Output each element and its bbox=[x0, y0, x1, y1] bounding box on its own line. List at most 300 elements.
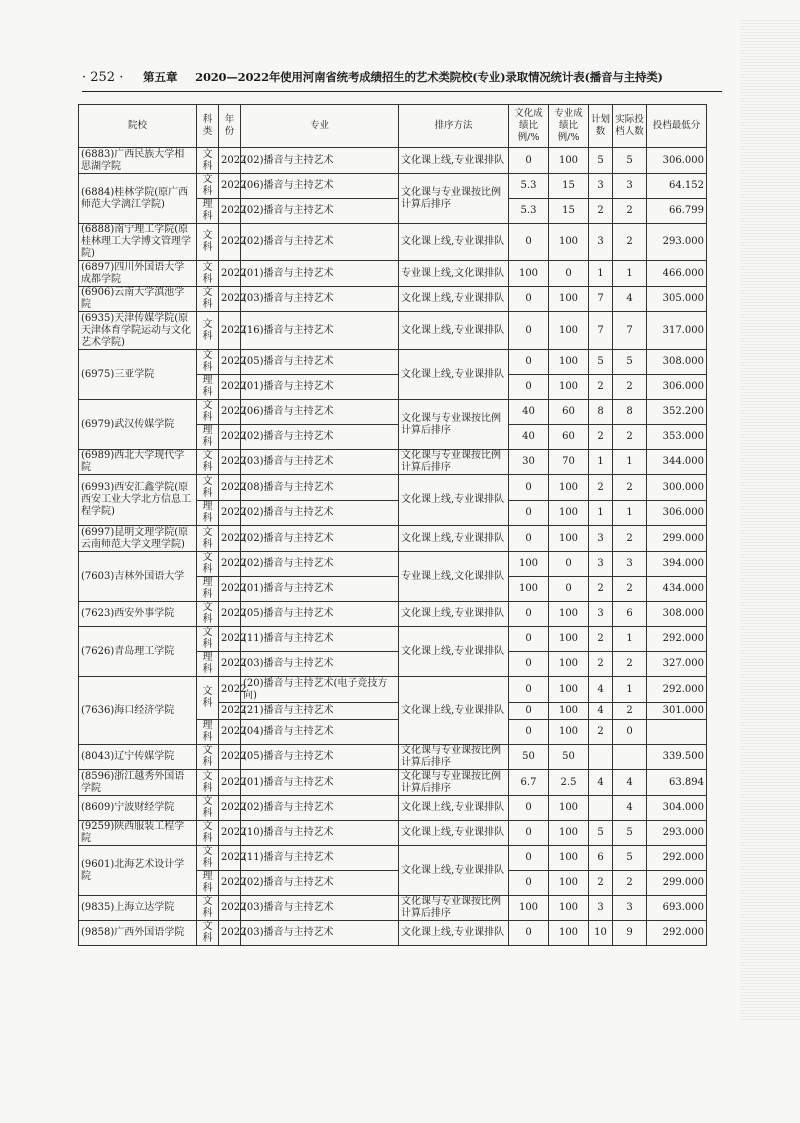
year-cell: 2022 bbox=[219, 846, 241, 871]
table-row bbox=[79, 312, 707, 350]
culture-ratio-cell: 100 bbox=[509, 896, 549, 921]
min-score-cell: 306.000 bbox=[647, 375, 707, 400]
min-score-cell: 308.000 bbox=[647, 602, 707, 627]
page-number: · 252 · bbox=[82, 70, 124, 85]
col-method: 排序方法 bbox=[399, 105, 509, 148]
major-cell: (10)播音与主持艺术 bbox=[241, 821, 399, 846]
major-cell: (02)播音与主持艺术 bbox=[241, 501, 399, 526]
actual-cell: 6 bbox=[613, 602, 647, 627]
school-cell: (9835)上海立达学院 bbox=[79, 896, 197, 921]
year-cell: 2022 bbox=[219, 577, 241, 602]
major-cell: (03)播音与主持艺术 bbox=[241, 287, 399, 312]
method-cell: 文化课上线,专业课排队 bbox=[399, 627, 509, 677]
year-cell: 2022 bbox=[219, 627, 241, 652]
method-cell: 专业课上线,文化课排队 bbox=[399, 552, 509, 602]
prof-ratio-cell: 100 bbox=[549, 921, 589, 946]
method-cell: 专业课上线,文化课排队 bbox=[399, 261, 509, 287]
school-cell: (6883)广西民族大学相思湖学院 bbox=[79, 148, 197, 174]
min-score-cell: 299.000 bbox=[647, 526, 707, 552]
table-row bbox=[79, 745, 707, 770]
table-row bbox=[79, 770, 707, 796]
min-score-cell: 63.894 bbox=[647, 770, 707, 796]
prof-ratio-cell: 100 bbox=[549, 821, 589, 846]
school-cell: (6993)西安汇鑫学院(原西安工业大学北方信息工程学院) bbox=[79, 475, 197, 526]
major-cell: (20)播音与主持艺术(电子竞技方向) bbox=[241, 677, 399, 703]
major-cell: (08)播音与主持艺术 bbox=[241, 475, 399, 501]
plan-cell: 2 bbox=[589, 652, 613, 677]
type-cell: 文科 bbox=[197, 627, 219, 652]
major-cell: (02)播音与主持艺术 bbox=[241, 199, 399, 224]
type-cell: 文科 bbox=[197, 821, 219, 846]
year-cell: 2022 bbox=[219, 552, 241, 577]
plan-cell: 3 bbox=[589, 552, 613, 577]
actual-cell: 1 bbox=[613, 501, 647, 526]
prof-ratio-cell: 60 bbox=[549, 400, 589, 425]
type-cell: 文科 bbox=[197, 287, 219, 312]
school-cell: (8043)辽宁传媒学院 bbox=[79, 745, 197, 770]
actual-cell: 3 bbox=[613, 174, 647, 199]
culture-ratio-cell: 5.3 bbox=[509, 174, 549, 199]
major-cell: (02)播音与主持艺术 bbox=[241, 224, 399, 261]
col-culture-ratio: 文化成绩比例/% bbox=[509, 105, 549, 148]
school-cell: (8609)宁波财经学院 bbox=[79, 796, 197, 821]
year-cell: 2022 bbox=[219, 199, 241, 224]
type-cell: 理科 bbox=[197, 375, 219, 400]
actual-cell bbox=[613, 745, 647, 770]
type-cell: 文科 bbox=[197, 224, 219, 261]
method-cell: 文化课与专业课按比例计算后排序 bbox=[399, 174, 509, 224]
method-cell: 文化课上线,专业课排队 bbox=[399, 677, 509, 745]
min-score-cell: 292.000 bbox=[647, 846, 707, 871]
plan-cell: 7 bbox=[589, 312, 613, 350]
culture-ratio-cell: 0 bbox=[509, 821, 549, 846]
type-cell: 理科 bbox=[197, 652, 219, 677]
culture-ratio-cell: 0 bbox=[509, 602, 549, 627]
min-score-cell: 306.000 bbox=[647, 501, 707, 526]
min-score-cell: 299.000 bbox=[647, 871, 707, 896]
year-cell: 2022 bbox=[219, 602, 241, 627]
prof-ratio-cell: 2.5 bbox=[549, 770, 589, 796]
major-cell: (05)播音与主持艺术 bbox=[241, 350, 399, 375]
plan-cell: 3 bbox=[589, 526, 613, 552]
page-header bbox=[82, 66, 722, 88]
actual-cell: 7 bbox=[613, 312, 647, 350]
table-row bbox=[79, 224, 707, 261]
year-cell: 2022 bbox=[219, 287, 241, 312]
actual-cell: 2 bbox=[613, 199, 647, 224]
culture-ratio-cell: 5.3 bbox=[509, 199, 549, 224]
culture-ratio-cell: 0 bbox=[509, 720, 549, 745]
school-cell: (6989)西北大学现代学院 bbox=[79, 450, 197, 475]
min-score-cell: 305.000 bbox=[647, 287, 707, 312]
method-cell: 文化课上线,专业课排队 bbox=[399, 602, 509, 627]
year-cell: 2022 bbox=[219, 475, 241, 501]
year-cell: 2022 bbox=[219, 501, 241, 526]
prof-ratio-cell: 70 bbox=[549, 450, 589, 475]
major-cell: (11)播音与主持艺术 bbox=[241, 627, 399, 652]
type-cell: 文科 bbox=[197, 450, 219, 475]
actual-cell: 2 bbox=[613, 224, 647, 261]
major-cell: (02)播音与主持艺术 bbox=[241, 148, 399, 174]
major-cell: (01)播音与主持艺术 bbox=[241, 375, 399, 400]
major-cell: (02)播音与主持艺术 bbox=[241, 425, 399, 450]
min-score-cell: 394.000 bbox=[647, 552, 707, 577]
culture-ratio-cell: 0 bbox=[509, 148, 549, 174]
school-cell: (9601)北海艺术设计学院 bbox=[79, 846, 197, 896]
prof-ratio-cell: 100 bbox=[549, 627, 589, 652]
actual-cell: 5 bbox=[613, 148, 647, 174]
year-cell: 2022 bbox=[219, 148, 241, 174]
type-cell: 文科 bbox=[197, 796, 219, 821]
min-score-cell: 306.000 bbox=[647, 148, 707, 174]
col-plan: 计划数 bbox=[589, 105, 613, 148]
major-cell: (21)播音与主持艺术 bbox=[241, 703, 399, 720]
major-cell: (03)播音与主持艺术 bbox=[241, 921, 399, 946]
prof-ratio-cell: 100 bbox=[549, 350, 589, 375]
table-row bbox=[79, 174, 707, 199]
method-cell: 文化课与专业课按比例计算后排序 bbox=[399, 896, 509, 921]
plan-cell: 3 bbox=[589, 174, 613, 199]
actual-cell: 2 bbox=[613, 703, 647, 720]
school-cell: (8596)浙江越秀外国语学院 bbox=[79, 770, 197, 796]
actual-cell: 5 bbox=[613, 846, 647, 871]
col-school: 院校 bbox=[79, 105, 197, 148]
min-score-cell: 466.000 bbox=[647, 261, 707, 287]
plan-cell: 3 bbox=[589, 896, 613, 921]
actual-cell: 2 bbox=[613, 526, 647, 552]
actual-cell: 8 bbox=[613, 400, 647, 425]
min-score-cell: 304.000 bbox=[647, 796, 707, 821]
culture-ratio-cell: 6.7 bbox=[509, 770, 549, 796]
year-cell: 2022 bbox=[219, 450, 241, 475]
type-cell: 文科 bbox=[197, 770, 219, 796]
actual-cell: 0 bbox=[613, 720, 647, 745]
major-cell: (03)播音与主持艺术 bbox=[241, 450, 399, 475]
prof-ratio-cell: 100 bbox=[549, 602, 589, 627]
year-cell: 2022 bbox=[219, 652, 241, 677]
type-cell: 文科 bbox=[197, 261, 219, 287]
type-cell: 文科 bbox=[197, 602, 219, 627]
prof-ratio-cell: 100 bbox=[549, 312, 589, 350]
min-score-cell: 352.200 bbox=[647, 400, 707, 425]
year-cell: 2022 bbox=[219, 174, 241, 199]
year-cell: 2022 bbox=[219, 425, 241, 450]
scan-noise-strip bbox=[740, 20, 800, 1020]
table-row bbox=[79, 552, 707, 577]
major-cell: (02)播音与主持艺术 bbox=[241, 871, 399, 896]
actual-cell: 1 bbox=[613, 627, 647, 652]
min-score-cell: 292.000 bbox=[647, 627, 707, 652]
culture-ratio-cell: 100 bbox=[509, 261, 549, 287]
table-row bbox=[79, 287, 707, 312]
major-cell: (11)播音与主持艺术 bbox=[241, 846, 399, 871]
type-cell: 理科 bbox=[197, 501, 219, 526]
plan-cell: 4 bbox=[589, 677, 613, 703]
method-cell: 文化课上线,专业课排队 bbox=[399, 224, 509, 261]
culture-ratio-cell: 0 bbox=[509, 871, 549, 896]
year-cell: 2022 bbox=[219, 821, 241, 846]
type-cell: 理科 bbox=[197, 577, 219, 602]
prof-ratio-cell: 0 bbox=[549, 552, 589, 577]
method-cell: 文化课与专业课按比例计算后排序 bbox=[399, 450, 509, 475]
actual-cell: 2 bbox=[613, 577, 647, 602]
actual-cell: 5 bbox=[613, 350, 647, 375]
school-cell: (7603)吉林外国语大学 bbox=[79, 552, 197, 602]
major-cell: (03)播音与主持艺术 bbox=[241, 896, 399, 921]
school-cell: (6888)南宁理工学院(原桂林理工大学博文管理学院) bbox=[79, 224, 197, 261]
culture-ratio-cell: 0 bbox=[509, 846, 549, 871]
plan-cell: 4 bbox=[589, 703, 613, 720]
plan-cell: 2 bbox=[589, 627, 613, 652]
type-cell: 文科 bbox=[197, 677, 219, 720]
major-cell: (01)播音与主持艺术 bbox=[241, 261, 399, 287]
type-cell: 文科 bbox=[197, 400, 219, 425]
year-cell: 2022 bbox=[219, 796, 241, 821]
type-cell: 理科 bbox=[197, 871, 219, 896]
actual-cell: 2 bbox=[613, 475, 647, 501]
culture-ratio-cell: 0 bbox=[509, 501, 549, 526]
actual-cell: 2 bbox=[613, 375, 647, 400]
culture-ratio-cell: 30 bbox=[509, 450, 549, 475]
table-row bbox=[79, 350, 707, 375]
school-cell: (7626)青岛理工学院 bbox=[79, 627, 197, 677]
page-title: 2020—2022年使用河南省统考成绩招生的艺术类院校(专业)录取情况统计表(播音与主持类) bbox=[195, 70, 663, 84]
school-cell: (6897)四川外国语大学成都学院 bbox=[79, 261, 197, 287]
table-body bbox=[79, 148, 707, 946]
year-cell: 2022 bbox=[219, 400, 241, 425]
prof-ratio-cell: 100 bbox=[549, 287, 589, 312]
min-score-cell: 301.000 bbox=[647, 703, 707, 720]
actual-cell: 9 bbox=[613, 921, 647, 946]
method-cell: 文化课上线,专业课排队 bbox=[399, 846, 509, 896]
header-rule bbox=[82, 91, 722, 92]
min-score-cell: 66.799 bbox=[647, 199, 707, 224]
prof-ratio-cell: 100 bbox=[549, 501, 589, 526]
table-row bbox=[79, 627, 707, 652]
prof-ratio-cell: 60 bbox=[549, 425, 589, 450]
type-cell: 文科 bbox=[197, 350, 219, 375]
min-score-cell bbox=[647, 720, 707, 745]
culture-ratio-cell: 0 bbox=[509, 703, 549, 720]
type-cell: 文科 bbox=[197, 174, 219, 199]
type-cell: 文科 bbox=[197, 148, 219, 174]
type-cell: 文科 bbox=[197, 552, 219, 577]
min-score-cell: 293.000 bbox=[647, 224, 707, 261]
min-score-cell: 434.000 bbox=[647, 577, 707, 602]
table-row bbox=[79, 400, 707, 425]
plan-cell: 2 bbox=[589, 871, 613, 896]
year-cell: 2022 bbox=[219, 896, 241, 921]
min-score-cell: 292.000 bbox=[647, 921, 707, 946]
prof-ratio-cell: 15 bbox=[549, 199, 589, 224]
col-prof-ratio: 专业成绩比例/% bbox=[549, 105, 589, 148]
culture-ratio-cell: 0 bbox=[509, 652, 549, 677]
min-score-cell: 317.000 bbox=[647, 312, 707, 350]
min-score-cell: 353.000 bbox=[647, 425, 707, 450]
actual-cell: 4 bbox=[613, 796, 647, 821]
method-cell: 文化课与专业课按比例计算后排序 bbox=[399, 770, 509, 796]
prof-ratio-cell: 50 bbox=[549, 745, 589, 770]
actual-cell: 3 bbox=[613, 552, 647, 577]
type-cell: 文科 bbox=[197, 921, 219, 946]
table-row bbox=[79, 796, 707, 821]
year-cell: 2022 bbox=[219, 921, 241, 946]
min-score-cell: 300.000 bbox=[647, 475, 707, 501]
plan-cell bbox=[589, 745, 613, 770]
major-cell: (05)播音与主持艺术 bbox=[241, 745, 399, 770]
method-cell: 文化课上线,专业课排队 bbox=[399, 475, 509, 526]
plan-cell bbox=[589, 796, 613, 821]
actual-cell: 5 bbox=[613, 821, 647, 846]
major-cell: (02)播音与主持艺术 bbox=[241, 796, 399, 821]
major-cell: (02)播音与主持艺术 bbox=[241, 526, 399, 552]
actual-cell: 2 bbox=[613, 425, 647, 450]
chapter-label: 第五章 bbox=[143, 70, 178, 84]
culture-ratio-cell: 0 bbox=[509, 921, 549, 946]
table-row bbox=[79, 821, 707, 846]
plan-cell: 5 bbox=[589, 350, 613, 375]
year-cell: 2022 bbox=[219, 745, 241, 770]
prof-ratio-cell: 100 bbox=[549, 475, 589, 501]
prof-ratio-cell: 0 bbox=[549, 577, 589, 602]
school-cell: (6906)云南大学滇池学院 bbox=[79, 287, 197, 312]
plan-cell: 5 bbox=[589, 821, 613, 846]
table-row bbox=[79, 602, 707, 627]
culture-ratio-cell: 0 bbox=[509, 350, 549, 375]
prof-ratio-cell: 100 bbox=[549, 224, 589, 261]
major-cell: (04)播音与主持艺术 bbox=[241, 720, 399, 745]
year-cell: 2022 bbox=[219, 677, 241, 703]
prof-ratio-cell: 0 bbox=[549, 261, 589, 287]
prof-ratio-cell: 100 bbox=[549, 652, 589, 677]
culture-ratio-cell: 0 bbox=[509, 475, 549, 501]
method-cell: 文化课上线,专业课排队 bbox=[399, 921, 509, 946]
prof-ratio-cell: 100 bbox=[549, 677, 589, 703]
type-cell: 文科 bbox=[197, 475, 219, 501]
plan-cell: 8 bbox=[589, 400, 613, 425]
table-row bbox=[79, 148, 707, 174]
min-score-cell: 327.000 bbox=[647, 652, 707, 677]
school-cell: (9858)广西外国语学院 bbox=[79, 921, 197, 946]
school-cell: (7623)西安外事学院 bbox=[79, 602, 197, 627]
plan-cell: 6 bbox=[589, 846, 613, 871]
culture-ratio-cell: 0 bbox=[509, 677, 549, 703]
major-cell: (01)播音与主持艺术 bbox=[241, 577, 399, 602]
method-cell: 文化课上线,专业课排队 bbox=[399, 796, 509, 821]
type-cell: 理科 bbox=[197, 425, 219, 450]
plan-cell: 2 bbox=[589, 577, 613, 602]
method-cell: 文化课与专业课按比例计算后排序 bbox=[399, 745, 509, 770]
table-row bbox=[79, 261, 707, 287]
culture-ratio-cell: 40 bbox=[509, 400, 549, 425]
culture-ratio-cell: 0 bbox=[509, 627, 549, 652]
actual-cell: 1 bbox=[613, 261, 647, 287]
min-score-cell: 292.000 bbox=[647, 677, 707, 703]
method-cell: 文化课上线,专业课排队 bbox=[399, 821, 509, 846]
culture-ratio-cell: 100 bbox=[509, 552, 549, 577]
year-cell: 2022 bbox=[219, 526, 241, 552]
actual-cell: 3 bbox=[613, 896, 647, 921]
plan-cell: 2 bbox=[589, 375, 613, 400]
plan-cell: 1 bbox=[589, 261, 613, 287]
school-cell: (6975)三亚学院 bbox=[79, 350, 197, 400]
min-score-cell: 293.000 bbox=[647, 821, 707, 846]
actual-cell: 2 bbox=[613, 871, 647, 896]
table-row bbox=[79, 921, 707, 946]
culture-ratio-cell: 40 bbox=[509, 425, 549, 450]
plan-cell: 10 bbox=[589, 921, 613, 946]
type-cell: 文科 bbox=[197, 312, 219, 350]
school-cell: (6979)武汉传媒学院 bbox=[79, 400, 197, 450]
table-row bbox=[79, 846, 707, 871]
year-cell: 2022 bbox=[219, 375, 241, 400]
actual-cell: 1 bbox=[613, 677, 647, 703]
type-cell: 文科 bbox=[197, 745, 219, 770]
plan-cell: 1 bbox=[589, 450, 613, 475]
plan-cell: 2 bbox=[589, 199, 613, 224]
year-cell: 2022 bbox=[219, 720, 241, 745]
plan-cell: 2 bbox=[589, 720, 613, 745]
min-score-cell: 339.500 bbox=[647, 745, 707, 770]
culture-ratio-cell: 0 bbox=[509, 796, 549, 821]
admission-table bbox=[78, 104, 707, 946]
method-cell: 文化课上线,专业课排队 bbox=[399, 526, 509, 552]
col-year: 年份 bbox=[219, 105, 241, 148]
prof-ratio-cell: 100 bbox=[549, 148, 589, 174]
plan-cell: 2 bbox=[589, 475, 613, 501]
method-cell: 文化课与专业课按比例计算后排序 bbox=[399, 400, 509, 450]
plan-cell: 3 bbox=[589, 224, 613, 261]
type-cell: 文科 bbox=[197, 846, 219, 871]
school-cell: (6997)昆明文理学院(原云南师范大学文理学院) bbox=[79, 526, 197, 552]
plan-cell: 2 bbox=[589, 425, 613, 450]
culture-ratio-cell: 50 bbox=[509, 745, 549, 770]
min-score-cell: 64.152 bbox=[647, 174, 707, 199]
col-actual: 实际投档人数 bbox=[613, 105, 647, 148]
plan-cell: 3 bbox=[589, 602, 613, 627]
culture-ratio-cell: 0 bbox=[509, 526, 549, 552]
school-cell: (6935)天津传媒学院(原天津体育学院运动与文化艺术学院) bbox=[79, 312, 197, 350]
actual-cell: 1 bbox=[613, 450, 647, 475]
type-cell: 文科 bbox=[197, 896, 219, 921]
year-cell: 2022 bbox=[219, 770, 241, 796]
major-cell: (06)播音与主持艺术 bbox=[241, 174, 399, 199]
table-row bbox=[79, 526, 707, 552]
major-cell: (06)播音与主持艺术 bbox=[241, 400, 399, 425]
type-cell: 理科 bbox=[197, 720, 219, 745]
year-cell: 2022 bbox=[219, 224, 241, 261]
prof-ratio-cell: 100 bbox=[549, 896, 589, 921]
min-score-cell: 344.000 bbox=[647, 450, 707, 475]
prof-ratio-cell: 100 bbox=[549, 375, 589, 400]
year-cell: 2022 bbox=[219, 350, 241, 375]
major-cell: (02)播音与主持艺术 bbox=[241, 552, 399, 577]
major-cell: (01)播音与主持艺术 bbox=[241, 770, 399, 796]
year-cell: 2022 bbox=[219, 703, 241, 720]
major-cell: (05)播音与主持艺术 bbox=[241, 602, 399, 627]
culture-ratio-cell: 0 bbox=[509, 312, 549, 350]
col-type: 科类 bbox=[197, 105, 219, 148]
school-cell: (9259)陕西服装工程学院 bbox=[79, 821, 197, 846]
plan-cell: 1 bbox=[589, 501, 613, 526]
table-header-row bbox=[79, 105, 707, 148]
plan-cell: 4 bbox=[589, 770, 613, 796]
prof-ratio-cell: 100 bbox=[549, 846, 589, 871]
prof-ratio-cell: 100 bbox=[549, 796, 589, 821]
culture-ratio-cell: 100 bbox=[509, 577, 549, 602]
type-cell: 文科 bbox=[197, 526, 219, 552]
prof-ratio-cell: 100 bbox=[549, 703, 589, 720]
